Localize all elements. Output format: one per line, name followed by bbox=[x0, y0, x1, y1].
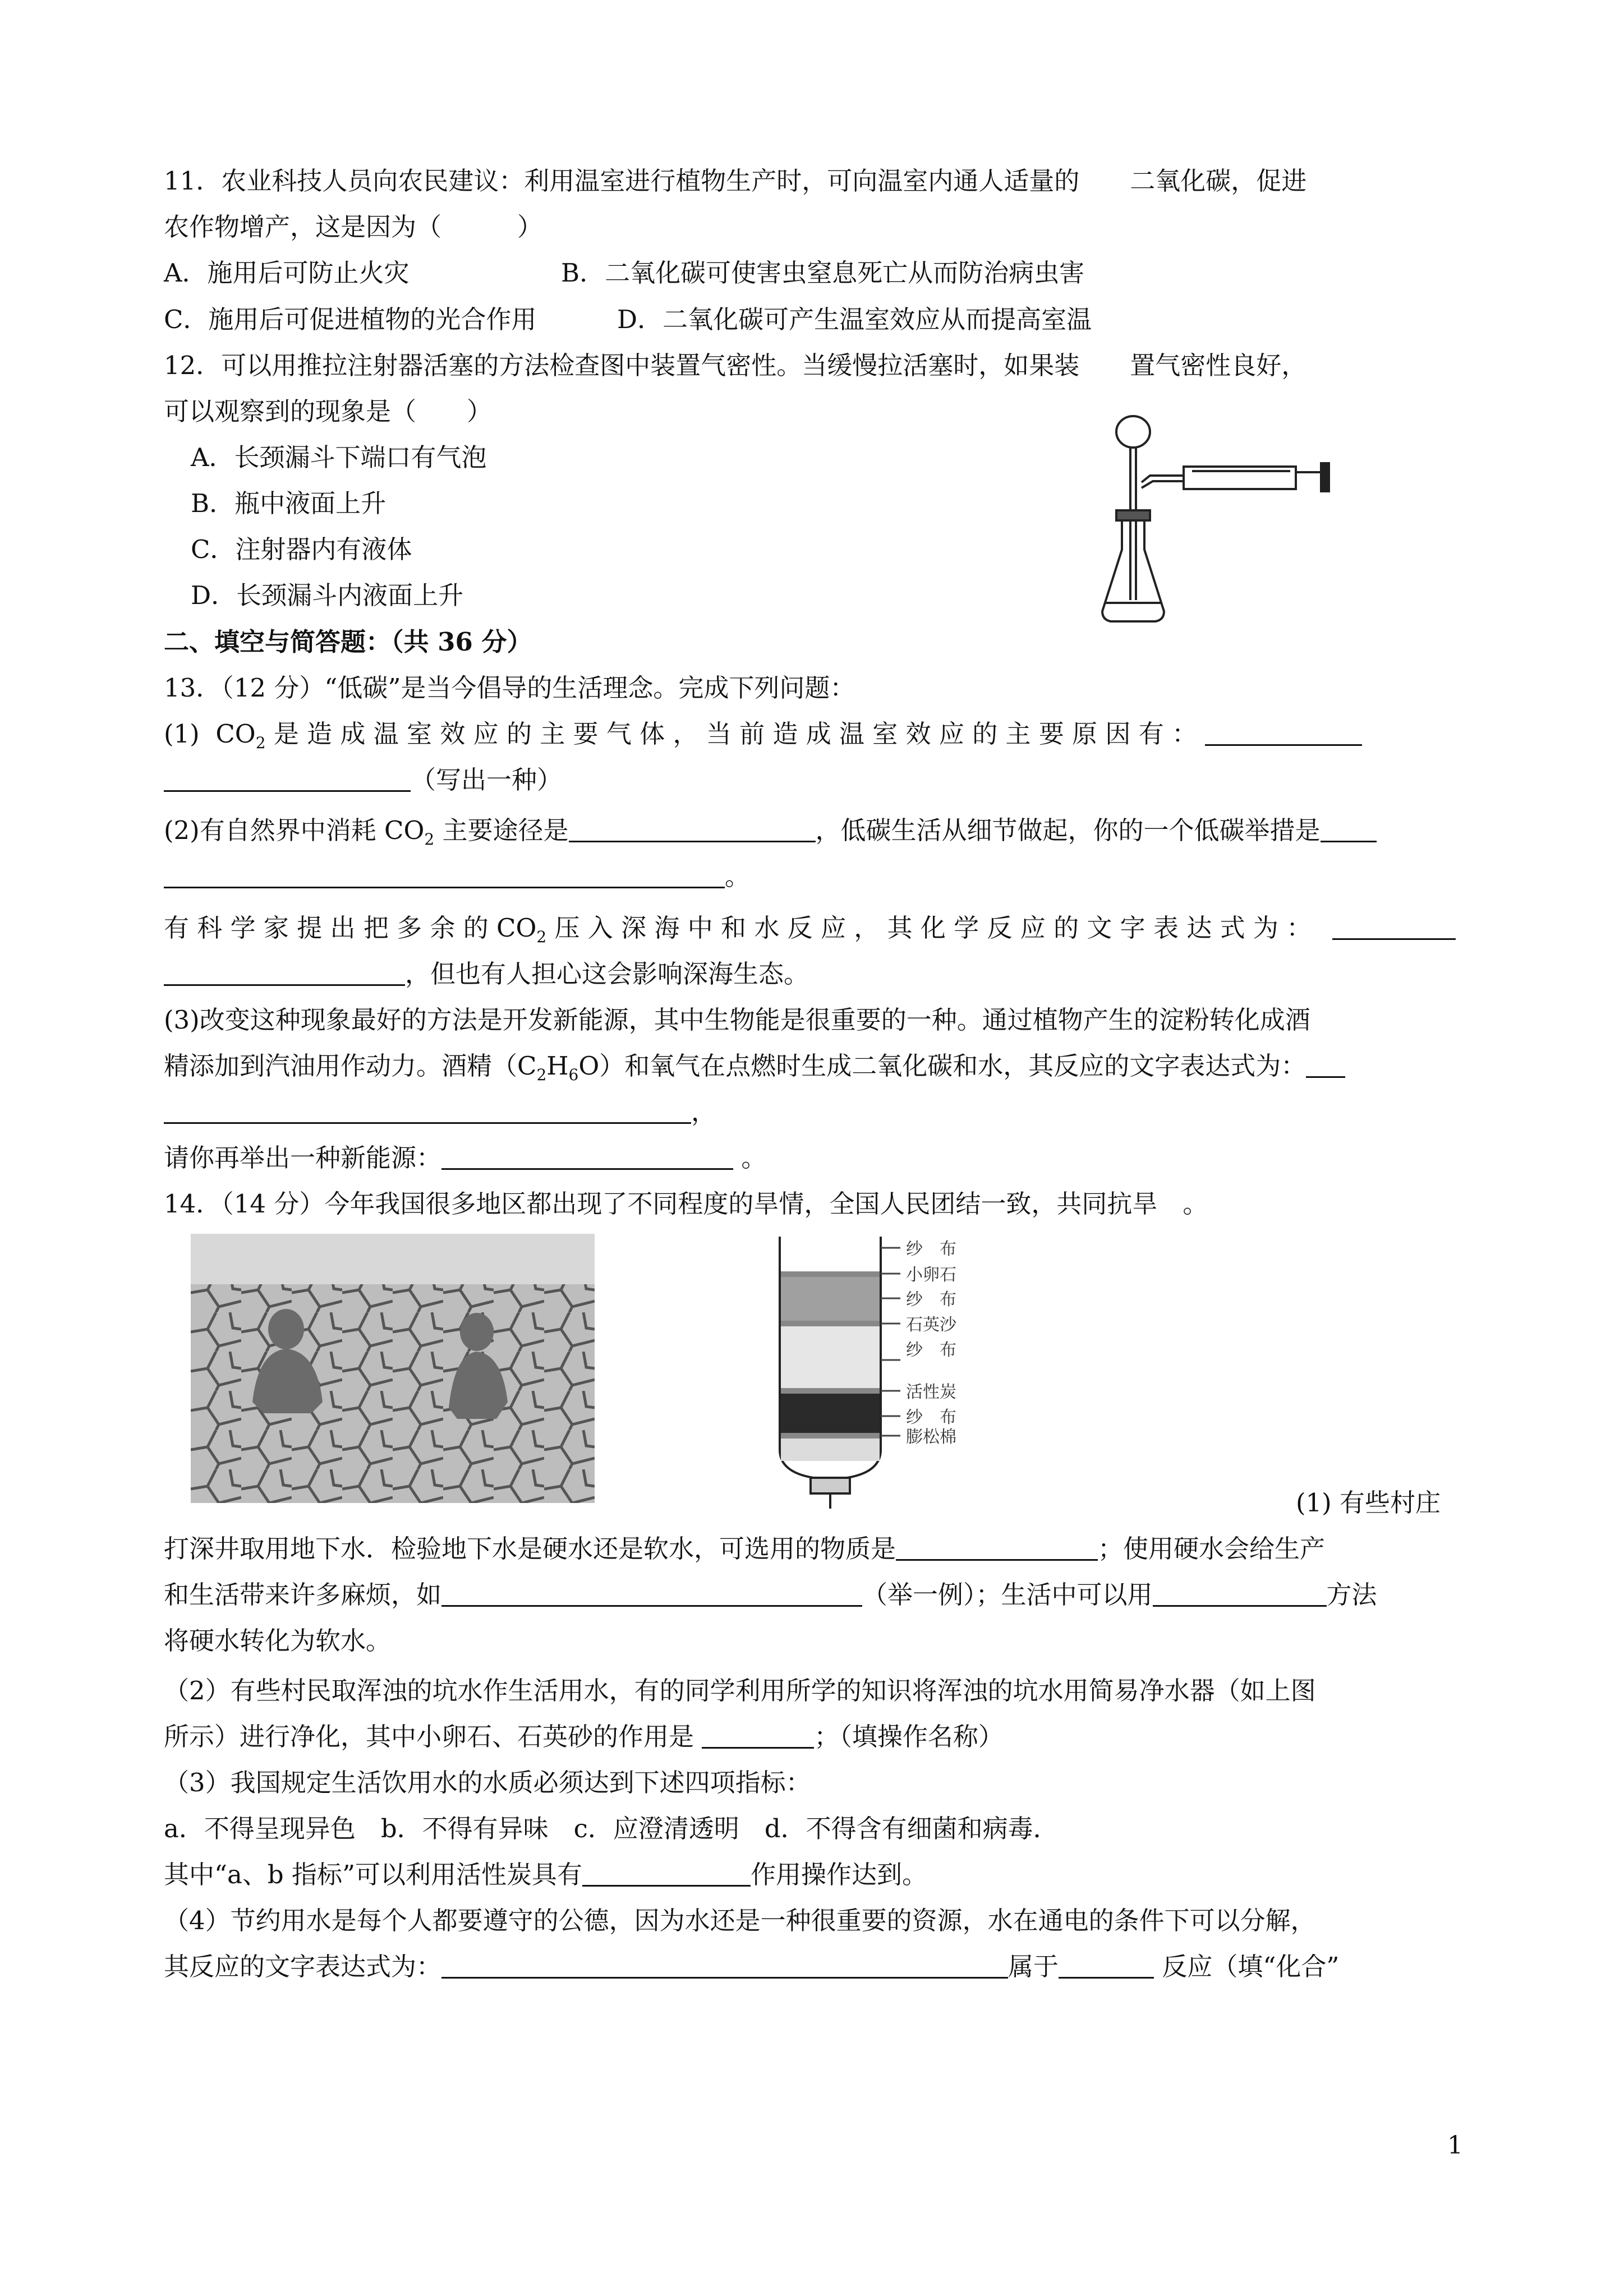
answer-blank[interactable] bbox=[1205, 720, 1362, 746]
q13-part2-line1: (2)有自然界中消耗 $CO_2$ 主要途径是 ，低碳生活从细节做起，你的一个低碳举措是 bbox=[164, 814, 1377, 847]
answer-blank[interactable] bbox=[702, 1722, 814, 1749]
q13-part3-line1: (3)改变这种现象最好的方法是开发新能源，其中生物能是很重要的一种。通过植物产生的淀粉转化成酒 bbox=[164, 1005, 1310, 1035]
answer-blank[interactable] bbox=[164, 960, 405, 986]
answer-blank[interactable] bbox=[441, 1144, 733, 1170]
answer-blank[interactable] bbox=[1306, 1052, 1345, 1078]
q14-part3-line3: 其中“a、b 指标”可以利用活性炭具有 作用操作达到。 bbox=[164, 1860, 927, 1889]
q11-option-d: D．二氧化碳可产生温室效应从而提高室温 bbox=[617, 305, 1092, 334]
q13-part2-line3: 有 科 学 家 提 出 把 多 余 的 $CO_2$ 压 入 深 海 中 和 水 反 应 ， 其 化 学 反 应 的 文 字 表 达 式 为 ： bbox=[164, 911, 1456, 945]
q14-part3-line1: （3）我国规定生活饮用水的水质必须达到下述四项指标： bbox=[164, 1768, 811, 1797]
q14-part1-line2: 打深井取用地下水．检验地下水是硬水还是软水，可选用的物质是 ；使用硬水会给生产 bbox=[164, 1534, 1326, 1564]
q12-stem-line1: 12．可以用推拉注射器活塞的方法检查图中装置气密性。当缓慢拉活塞时，如果装 置气密性良好， bbox=[164, 351, 1307, 380]
q12-option-c: C．注射器内有液体 bbox=[191, 534, 412, 564]
filter-label-gauze: 纱 布 bbox=[906, 1239, 956, 1259]
page-number: 1 bbox=[1447, 2131, 1463, 2160]
answer-blank[interactable] bbox=[1332, 914, 1456, 940]
answer-blank[interactable] bbox=[1059, 1952, 1154, 1979]
q12-option-d: D．长颈漏斗内液面上升 bbox=[191, 580, 464, 610]
q14-part1-line1: (1) 有些村庄 bbox=[1296, 1488, 1441, 1518]
q11-option-c: C．施用后可促进植物的光合作用 bbox=[164, 305, 537, 334]
q13-part3-line2: 精添加到汽油用作动力。酒精$(C_2H_6O)$和氧气在点燃时生成二氧化碳和水，其反应的文字表达式为： bbox=[164, 1049, 1345, 1083]
section-heading: 二、填空与简答题：（共 36 分） bbox=[164, 627, 532, 657]
q11-stem-line2: 农作物增产，这是因为（ ） bbox=[164, 212, 543, 242]
q14-part4-line2: 其反应的文字表达式为： 属于 反应（填“化合” bbox=[164, 1952, 1340, 1981]
answer-blank[interactable] bbox=[441, 1580, 862, 1607]
answer-blank[interactable] bbox=[164, 1098, 691, 1124]
filter-label-pebbles: 小卵石 bbox=[906, 1265, 956, 1285]
q14-part1-line3: 和生活带来许多麻烦，如 （举一例）；生活中可以用 方法 bbox=[164, 1580, 1377, 1610]
water-filter-figure bbox=[769, 1231, 1083, 1511]
q13-part3-line4: 请你再举出一种新能源： 。 bbox=[164, 1143, 767, 1173]
filter-label-gauze: 纱 布 bbox=[906, 1408, 956, 1427]
answer-blank[interactable] bbox=[1321, 816, 1377, 842]
filter-label-quartz-sand: 石英沙 bbox=[906, 1315, 956, 1335]
q11-stem-line1: 11．农业科技人员向农民建议：利用温室进行植物生产时，可向温室内通人适量的 二氧化碳，促进 bbox=[164, 166, 1307, 196]
answer-blank[interactable] bbox=[164, 766, 411, 792]
answer-blank[interactable] bbox=[569, 816, 816, 842]
q14-part1-line4: 将硬水转化为软水。 bbox=[164, 1626, 392, 1656]
answer-blank[interactable] bbox=[896, 1534, 1098, 1561]
apparatus-figure bbox=[1099, 409, 1358, 634]
answer-blank[interactable] bbox=[441, 1952, 1008, 1979]
q13-part1-line2: （写出一种） bbox=[164, 763, 562, 797]
q13-part3-line3: ， bbox=[164, 1095, 716, 1129]
answer-blank[interactable] bbox=[582, 1860, 751, 1887]
q14-part2-line2: 所示）进行净化，其中小卵石、石英砂的作用是 ；（填操作名称） bbox=[164, 1722, 1004, 1751]
q13-part2-line4: ，但也有人担心这会影响深海生态。 bbox=[164, 957, 809, 991]
q12-option-b: B．瓶中液面上升 bbox=[191, 488, 387, 518]
q14-part2-line1: （2）有些村民取浑浊的坑水作生活用水，有的同学利用所学的知识将浑浊的坑水用简易净水器（如上图 bbox=[164, 1676, 1316, 1705]
q13-part1-line1: (1) $CO_2$ 是 造 成 温 室 效 应 的 主 要 气 体 ， 当 前 造 成 温 室 效 应 的 主 要 原 因 有 ： bbox=[164, 717, 1362, 751]
q12-option-a: A．长颈漏斗下端口有气泡 bbox=[191, 442, 487, 472]
drought-photo bbox=[191, 1234, 595, 1503]
q14-stem: 14．（14 分）今年我国很多地区都出现了不同程度的旱情，全国人民团结一致，共同抗旱 。 bbox=[164, 1189, 1208, 1219]
filter-label-gauze: 纱 布 bbox=[906, 1290, 956, 1310]
q14-part3-line2: a．不得呈现异色 b．不得有异味 c．应澄清透明 d．不得含有细菌和病毒． bbox=[164, 1814, 1059, 1843]
q14-part4-line1: （4）节约用水是每个人都要遵守的公德，因为水还是一种很重要的资源，水在通电的条件下可以分解， bbox=[164, 1906, 1316, 1935]
answer-blank[interactable] bbox=[164, 862, 725, 888]
filter-label-gauze: 纱 布 bbox=[906, 1340, 956, 1360]
filter-label-cotton: 膨松棉 bbox=[906, 1427, 956, 1447]
q13-part2-line2: 。 bbox=[164, 860, 750, 893]
q11-option-b: B．二氧化碳可使害虫窒息死亡从而防治病虫害 bbox=[561, 258, 1085, 288]
q12-stem-line2: 可以观察到的现象是（ ） bbox=[164, 397, 493, 426]
answer-blank[interactable] bbox=[1153, 1580, 1327, 1607]
filter-label-activated-carbon: 活性炭 bbox=[906, 1382, 956, 1402]
q11-option-a: A．施用后可防止火灾 bbox=[164, 258, 410, 288]
q13-stem: 13．（12 分）“低碳”是当今倡导的生活理念。完成下列问题： bbox=[164, 673, 855, 703]
